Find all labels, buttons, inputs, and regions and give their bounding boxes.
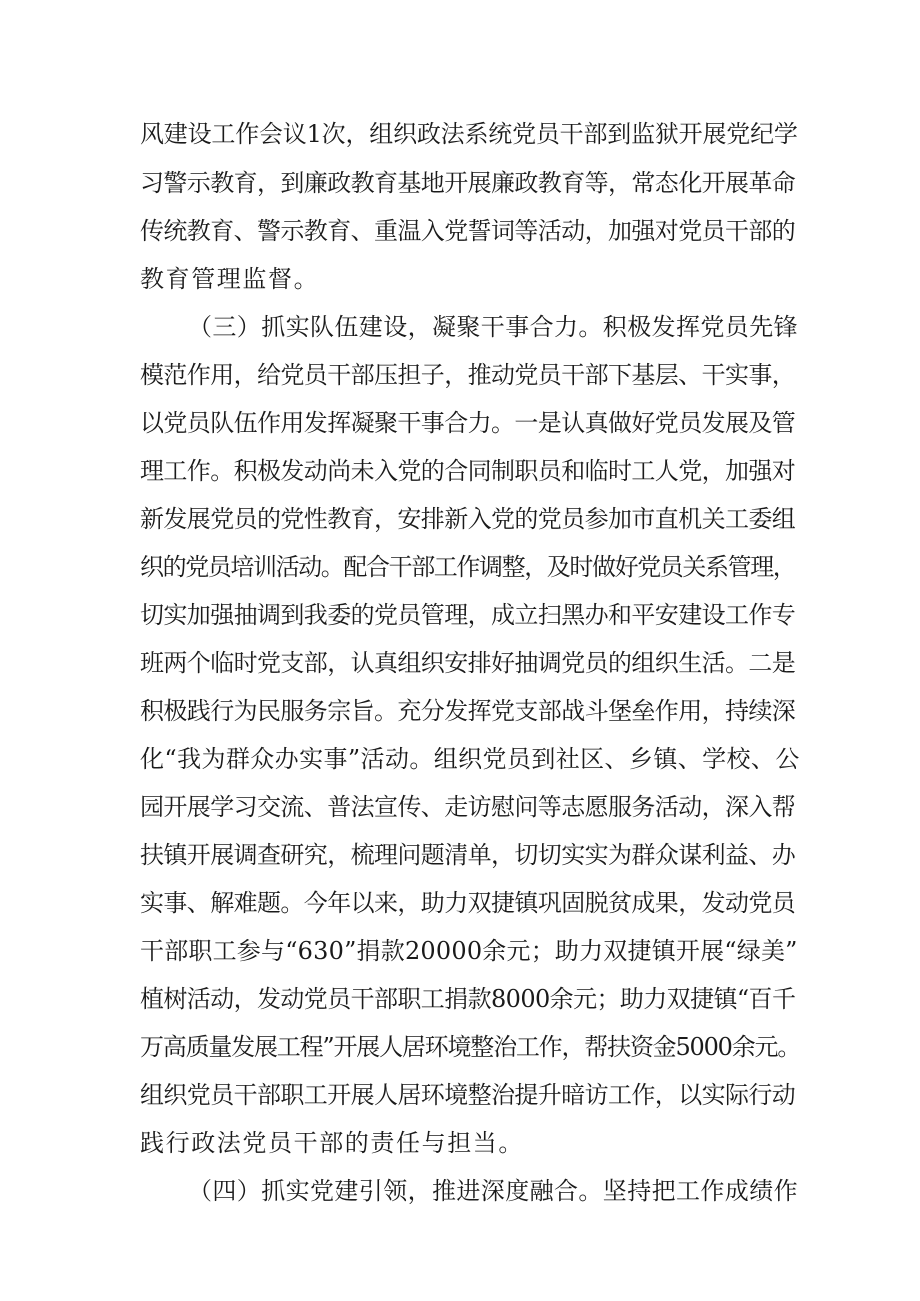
text-line: 扶镇开展调查研究，梳理问题清单，切切实实为群众谋利益、办	[140, 841, 796, 869]
text-line: 风建设工作会议1次，组织政法系统党员干部到监狱开展党纪学	[140, 120, 798, 148]
text-line: 班两个临时党支部，认真组织安排好抽调党员的组织生活。二是	[140, 649, 796, 677]
text-line: 织的党员培训活动。配合干部工作调整，及时做好党员关系管理，	[140, 553, 796, 581]
text-line: 干部职工参与“630”捐款20000余元；助力双捷镇开展“绿美”	[140, 937, 798, 965]
text-line: 理工作。积极发动尚未入党的合同制职员和临时工人党，加强对	[140, 457, 796, 485]
text-line: 践行政法党员干部的责任与担当。	[140, 1129, 524, 1157]
section-heading-line: （四）抓实党建引领，推进深度融合。坚持把工作成绩作	[188, 1177, 798, 1205]
text-line: 组织党员干部职工开展人居环境整治提升暗访工作，以实际行动	[140, 1081, 796, 1109]
text-line: 新发展党员的党性教育，安排新入党的党员参加市直机关工委组	[140, 505, 796, 533]
text-line: 化“我为群众办实事”活动。组织党员到社区、乡镇、学校、公	[140, 745, 800, 773]
text-line: 植树活动，发动党员干部职工捐款8000余元；助力双捷镇“百千	[140, 985, 796, 1013]
text-line: 以党员队伍作用发挥凝聚干事合力。一是认真做好党员发展及管	[140, 409, 796, 437]
section-heading-line: （三）抓实队伍建设，凝聚干事合力。积极发挥党员先锋	[188, 313, 798, 341]
text-line: 园开展学习交流、普法宣传、走访慰问等志愿服务活动，深入帮	[140, 793, 796, 821]
text-line: 习警示教育，到廉政教育基地开展廉政教育等，常态化开展革命	[140, 169, 796, 197]
text-line: 实事、解难题。今年以来，助力双捷镇巩固脱贫成果，发动党员	[140, 889, 796, 917]
text-line: 传统教育、警示教育、重温入党誓词等活动，加强对党员干部的	[140, 217, 796, 245]
text-line: 切实加强抽调到我委的党员管理，成立扫黑办和平安建设工作专	[140, 601, 796, 629]
text-line: 万高质量发展工程”开展人居环境整治工作，帮扶资金5000余元。	[140, 1033, 801, 1061]
text-line: 教育管理监督。	[140, 265, 320, 293]
text-line: 模范作用，给党员干部压担子，推动党员干部下基层、干实事，	[140, 361, 796, 389]
text-line: 积极践行为民服务宗旨。充分发挥党支部战斗堡垒作用，持续深	[140, 697, 796, 725]
